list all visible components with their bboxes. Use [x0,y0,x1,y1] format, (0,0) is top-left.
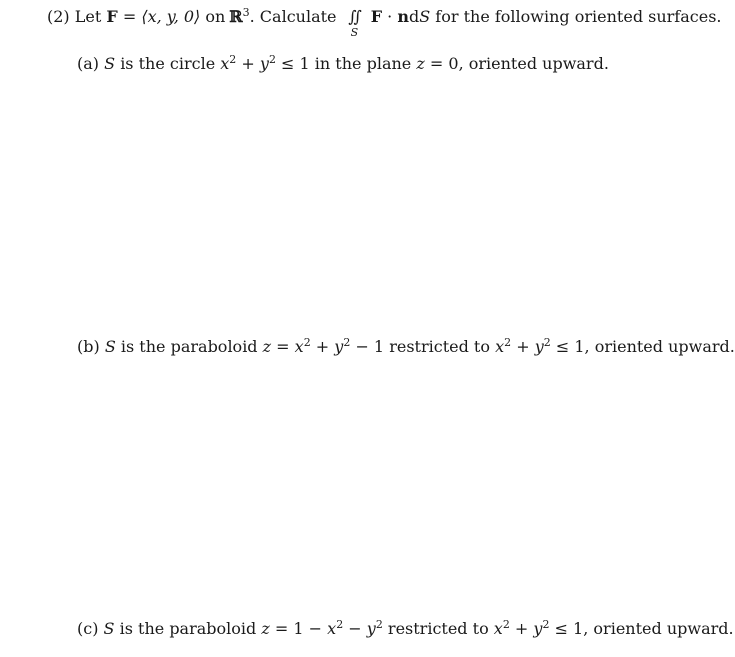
part-label: (a) [77,54,100,73]
integral-subscript: S [350,26,359,39]
math-exponent: 2 [504,336,512,349]
part-text: in the plane [314,54,412,73]
part-text: oriented upward. [468,54,609,73]
math-y: y [533,619,543,638]
math-exponent: 2 [375,618,383,631]
math-exponent: 2 [303,336,311,349]
math-minus: − [348,619,362,638]
math-x: x [294,337,304,356]
part-text: restricted to [387,619,489,638]
integrand-d: d [408,7,420,26]
surface-symbol: S [103,619,115,638]
integrand-field: F [370,7,383,26]
math-x: x [495,337,505,356]
part-b [77,337,735,357]
math-y: y [366,619,376,638]
part-text: restricted to [389,337,490,356]
math-z: z [262,337,272,356]
math-exponent: 2 [336,618,344,631]
math-z: z [416,54,425,73]
surface-symbol: S [104,337,116,356]
math-x: x [220,54,230,73]
equals-sign: = [122,7,137,26]
problem-number: (2) [47,7,70,26]
double-integral-sign: ∬ [348,7,359,26]
vector-field-symbol: F [106,7,118,26]
math-x: x [327,619,337,638]
calculate-text: . Calculate [249,7,337,26]
part-text: oriented upward. [593,619,734,638]
problem-tail-text: for the following oriented surfaces. [435,7,722,26]
math-y: y [259,54,269,73]
part-text: oriented upward. [594,337,735,356]
integrand-normal: n [397,7,409,26]
math-plus: + [315,337,330,356]
math-relation: ≤ 1 [281,54,310,73]
part-label: (c) [77,619,99,638]
math-y: y [534,337,544,356]
math-z: z [261,619,270,638]
math-exponent: 2 [543,336,551,349]
math-plus: + [516,337,530,356]
math-equals: = 1 − [274,619,323,638]
math-constant: − 1 [355,337,385,356]
let-text: Let [74,7,102,26]
on-text: on [205,7,226,26]
math-relation: = 0, [429,54,464,73]
part-c [77,619,734,639]
part-a [77,54,609,74]
math-relation: ≤ 1, [554,619,589,638]
space-symbol: ℝ [229,7,243,26]
surface-symbol: S [104,54,116,73]
math-exponent: 2 [268,53,276,66]
math-relation: ≤ 1, [555,337,590,356]
math-exponent: 2 [343,336,351,349]
problem-statement [47,6,722,39]
math-exponent: 2 [502,618,510,631]
part-label: (b) [77,337,100,356]
surface-integral-symbol [342,7,366,39]
part-text: is the circle [120,54,216,73]
integrand-surface: S [419,7,431,26]
math-exponent: 2 [229,53,237,66]
integrand-dot: · [387,7,393,26]
math-equals: = [276,337,290,356]
math-exponent: 2 [542,618,550,631]
part-text: is the paraboloid [120,337,258,356]
vector-field-definition: ⟨x, y, 0⟩ [141,7,201,26]
math-plus: + [514,619,529,638]
math-x: x [493,619,503,638]
math-plus: + [241,54,255,73]
part-text: is the paraboloid [119,619,257,638]
math-y: y [334,337,344,356]
space-exponent: 3 [242,6,250,19]
